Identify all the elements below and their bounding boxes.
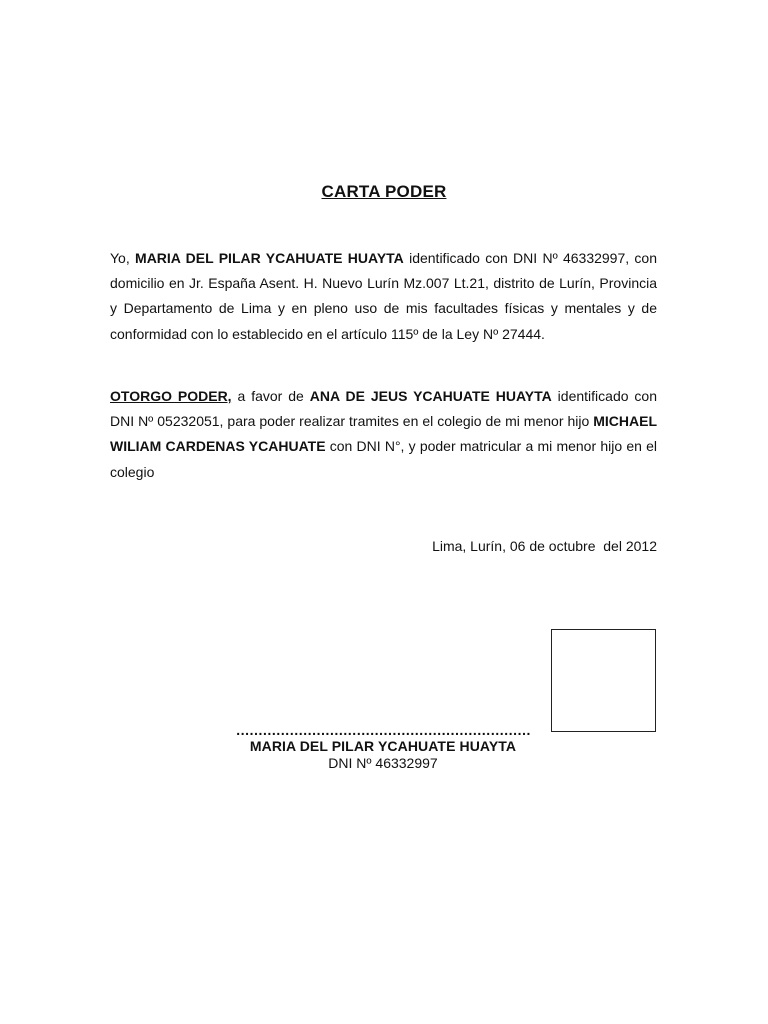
paragraph-grant: [110, 384, 657, 485]
document-title: CARTA PODER: [321, 182, 447, 201]
grant-body-2: con DNI N°, y poder matricular a mi menor hijo en el colegio: [110, 438, 657, 480]
grant-body-1: identificado con DNI Nº 05232051, para poder realizar tramites en el colegio de mi menor hijo: [110, 388, 658, 430]
paragraph-declaration: [110, 246, 657, 347]
signature-line: …………………………………………………………: [235, 722, 531, 738]
child-name: MICHAEL WILIAM CARDENAS YCAHUATE: [110, 413, 657, 455]
grant-label: OTORGO PODER,: [110, 388, 232, 404]
favor-text: a favor de: [231, 388, 310, 404]
fingerprint-box: [551, 629, 656, 732]
date-line: Lima, Lurín, 06 de octubre del 2012: [432, 538, 657, 554]
grantor-name: MARIA DEL PILAR YCAHUATE HUAYTA: [135, 250, 404, 266]
grantee-name: ANA DE JEUS YCAHUATE HUAYTA: [309, 388, 552, 404]
signer-dni: DNI Nº 46332997: [328, 755, 438, 771]
signer-name: MARIA DEL PILAR YCAHUATE HUAYTA: [249, 738, 517, 754]
intro-text: Yo,: [110, 250, 136, 266]
signature-block: [233, 722, 533, 772]
declaration-body: identificado con DNI Nº 46332997, con domicilio en Jr. España Asent. H. Nuevo Lurín Mz.007 Lt.21, distrito de Lurín, Provincia y Departamento de Lima y en pleno uso de mis facultades físicas y mentales y de conformidad con lo establecido en el artículo 115º de la Ley Nº 27444.: [110, 250, 658, 342]
